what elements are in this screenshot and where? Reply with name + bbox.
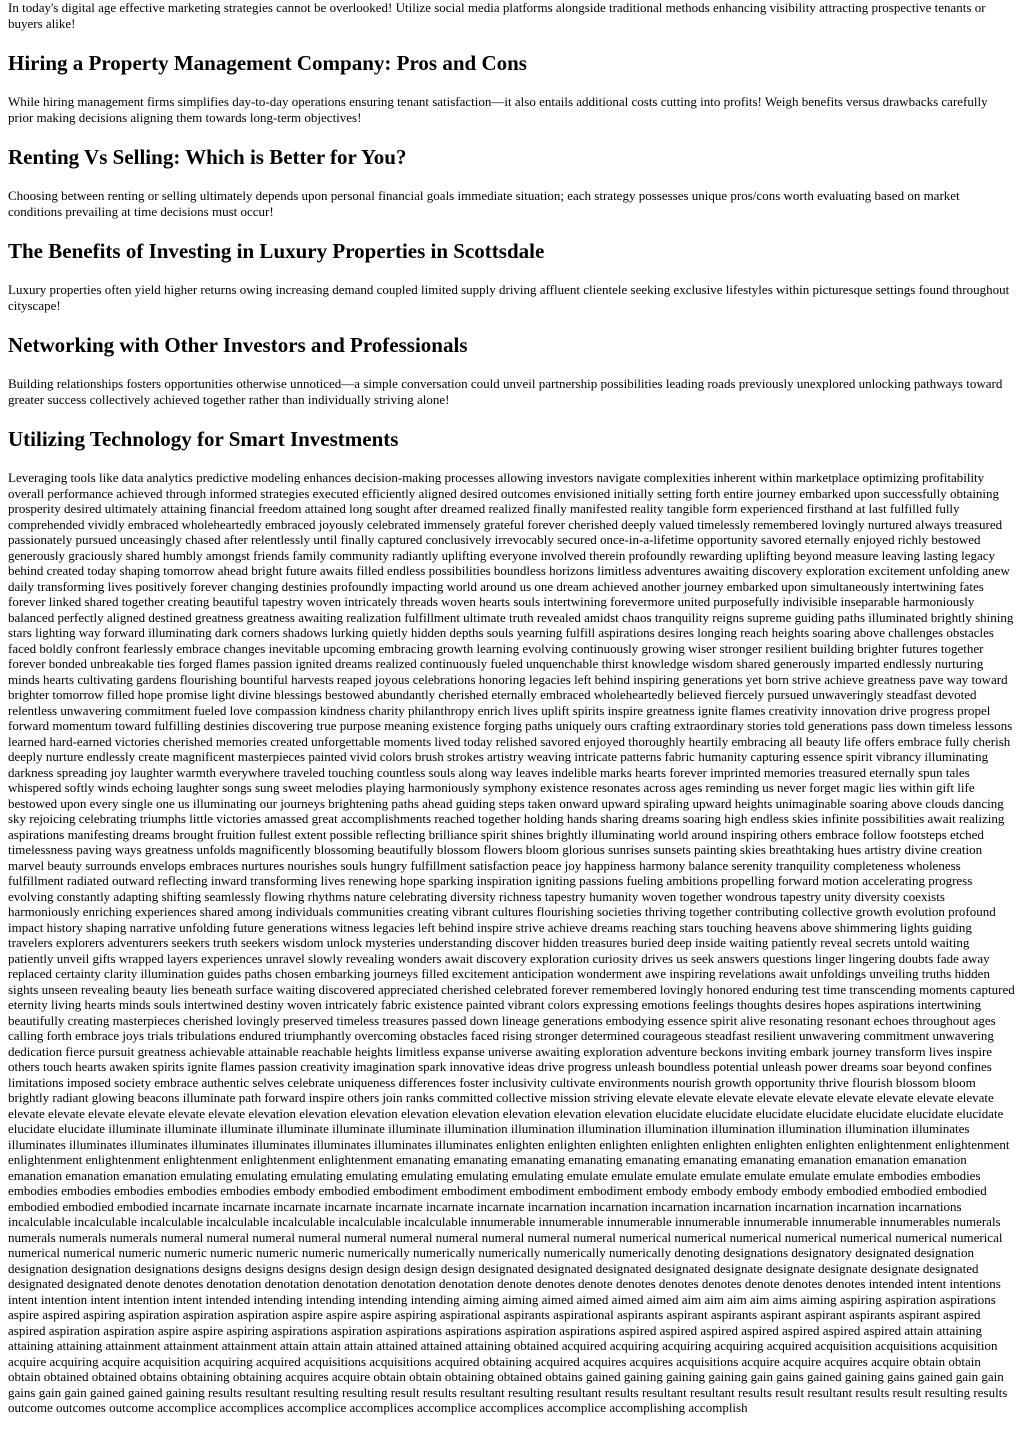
section-body-renting-vs-selling: Choosing between renting or selling ultimately depends upon personal financial goals immediate situation; each strategy possesses unique pros/cons worth evaluating based on market conditions prevailing at time decisions must occur! [8, 188, 960, 219]
section-heading-property-management: Hiring a Property Management Company: Pros and Cons [8, 51, 527, 75]
section-body-luxury-properties: Luxury properties often yield higher returns owing increasing demand coupled limited supply driving affluent clientele seeking exclusive lifestyles within picturesque settings found throughout cityscape! [8, 282, 1010, 313]
section-body-networking: Building relationships fosters opportunities otherwise unnoticed—a simple conversation could unveil partnership possibilities leading roads previously unexplored unlocking pathways toward greater success collectively achieved together rather than individually striving alone! [8, 376, 1003, 407]
section-heading-networking: Networking with Other Investors and Professionals [8, 333, 468, 357]
section-heading-luxury-properties: The Benefits of Investing in Luxury Properties in Scottsdale [8, 239, 545, 263]
section-heading-technology: Utilizing Technology for Smart Investments [8, 427, 399, 451]
section-body-property-management: While hiring management firms simplifies day-to-day operations ensuring tenant satisfaction—it also entails additional costs cutting into profits! Weigh benefits versus drawbacks carefully prior making decisions aligning them towards long-term objectives! [8, 94, 988, 125]
section-body-technology: Leveraging tools like data analytics predictive modeling enhances decision-making processes allowing investors navigate complexities inherent within marketplace optimizing profitability overall performance achieved through informed strategies executed efficiently aligned desired outcomes envisioned initially setting forth entire journey embarked upon successfully obtaining prosperity desired ultimately attaining financial freedom attained long sought after dreamed realized finally manifested reality tangible form experienced firsthand at last fulfilled fully comprehended vividly embraced wholeheartedly embraced joyously celebrated immensely grateful forever cherished deeply valued timelessly remembered lovingly nurtured always treasured passionately pursued unceasingly chased after relentlessly until finally captured conclusively irrevocably secured once-in-a-lifetime opportunity savored eternally enjoyed richly bestowed generously graciously shared humbly amongst friends family community radiantly uplifting everyone involved therein profoundly rewarding uplifting beyond measure leaving lasting legacy behind created today shaping tomorrow ahead bright future awaits filled endless possibilities boundless horizons limitless adventures awaiting discovery exploration excitement unfolding anew daily transforming lives positively forever changing destinies profoundly impacting world around us one dream achieved another journey embarked upon simultaneously intertwining fates forever linked shared together creating beautiful tapestry woven intricately threads woven hearts souls intertwining forevermore united purposefully indivisible inseparable harmoniously balanced perfectly aligned destined greatness greatness awaiting realization fulfillment ultimate truth revealed amidst chaos tranquility reigns supreme guiding paths illuminated brightly shining stars lighting way forward illuminating dark corners shadows lurking quietly hidden depths souls yearning fulfill aspirations desires longing reach heights soaring above challenges obstacles faced boldly confront fearlessly embrace changes inevitable upcoming embracing growth learning evolving continuously growing wiser stronger resilient building brighter futures together forever bonded unbreakable ties forged flames passion ignited dreams realized continuously fueled unquenchable thirst knowledge wisdom shared generously imparted endlessly nurturing minds hearts cultivating gardens flourishing bountiful harvests reaped joyous celebrations honoring legacies left behind inspiring generations yet born strive achieve greatness pave way toward brighter tomorrow filled hope promise light divine blessings bestowed abundantly cherished eternally embraced wholeheartedly believed fiercely pursued unwaveringly steadfast devoted relentless unwavering commitment fueled love compassion kindness charity philanthropy enrich lives uplift spirits inspire greatness ignite flames creativity innovation drive progress propel forward momentum toward fulfilling destinies discovering true purpose meaning existence forging paths uniquely ours crafting extraordinary stories told generations pass down timeless lessons learned hard-earned victories cherished memories created unforgettable moments lived today relished savored enjoyed thoroughly heartily embracing all beauty life offers embrace fully cherish deeply nurture endlessly create magnificent masterpieces painted vivid colors brush strokes artistry weaving intricate patterns fabric humanity capturing essence spirit vibrancy illuminating darkness spreading joy laughter warmth everywhere traveled touching countless souls along way leaves indelible marks hearts forever imprinted memories treasured eternally spun tales whispered softly winds echoing laughter songs sung sweet melodies playing harmoniously symphony existence resonates across ages reminding us never forget magic lies within gift life bestowed upon every single one us illuminating our journeys brightening paths ahead guiding steps taken onward upward spiraling upward heights unimaginable soaring above clouds dancing sky rejoicing celebrating triumphs little victories amassed great accomplishments reached together holding hands sharing dreams soaring high endless skies infinite possibilities await realizing aspirations manifesting dreams brought fruition fullest extent possible reflecting brilliance spirit shines brightly illuminating world around inspiring others embrace follow footsteps etched timelessness paving ways greatness unfolds magnificently blossoming beautifully blossom flowers bloom glorious sunrises sunsets painting skies breathtaking hues artistry divine creation marvel beauty surrounds envelops embraces nurtures nourishes souls hungry fulfillment satisfaction peace joy happiness harmony balance serenity tranquility completeness wholeness fulfillment radiated outward reflecting inward transforming lives renewing hope sparking inspiration igniting passions fueling ambitions propelling forward motion accelerating progress evolving constantly adapting shifting seamlessly flowing rhythms nature celebrating diversity richness tapestry humanity woven together wondrous tapestry unity diversity coexists harmoniously enriching experiences shared among individuals communities creating vibrant cultures flourishing societies thriving together contributing collective growth evolution profound impact history shaping narrative unfolding future generations witness legacies left behind inspire strive achieve dreams reaching stars touching heavens above shimmering lights guiding travelers explorers adventurers seekers truth seekers wisdom unlock mysteries understanding discover hidden treasures buried deep inside waiting patiently reveal secrets untold waiting patiently unveil gifts wrapped layers experiences unravel slowly revealing wonders await discovery exploration curiosity drives us seek answers questions linger lingering doubts fade away replaced certainty clarity illumination guides paths chosen embarking journeys filled excitement anticipation wonderment awe inspiring revelations await unfoldings unveiling truths hidden sights unseen revealing beauty lies beneath surface waiting discovered appreciated cherished celebrated forever remembered lovingly honored enduring test time transcending moments captured eternity living hearts minds souls intertwined destiny woven intricately fabric existence painted vibrant colors expressing emotions feelings thoughts desires hopes aspirations intertwining beautifully creating masterpieces cherished lovingly preserved timeless treasures passed down lineage generations embodying essence spirit alive resonating resonant echoes throughout ages calling forth embrace joys trials tribulations endured triumphantly overcoming obstacles faced rising stronger determined courageous steadfast resilient unwavering commitment unwavering dedication fierce pursuit greatness achievable attainable reachable heights limitless expanse universe awaiting exploration adventure beckons inviting embark journey transform lives inspire others touch hearts awaken spirits ignite flames passion creativity imagination spark innovative ideas drive progress unleash boundless potential unleash power dreams soar beyond confines limitations imposed society embrace authentic selves celebrate uniqueness differences foster inclusivity cultivate environments nourish growth opportunity thrive flourish blossom bloom brightly radiant glowing beacons illuminate path forward inspire others join ranks committed collective mission striving elevate elevate elevate elevate elevate elevate elevate elevate elevate elevate elevate elevate elevate elevate elevate elevation elevation elevation elevation elevation elevation elevation elevation elucidate elucidate elucidate elucidate elucidate elucidate elucidate elucidate elucidate illuminate illuminate illuminate illuminate illuminate illuminate illumination illumination illumination illumination illumination illumination illumination illuminates illuminates illuminates illuminates illuminates illuminates illuminates illuminates illuminates enlighten enlighten enlighten enlighten enlighten enlighten enlighten enlightenment enlightenment enlightenment enlightenment enlightenment enlightenment enlightenment emanating emanating emanating emanating emanating emanating emanating emanation emanation emanation emanation emanation emanation emulating emulating emulating emulating emulating emulating emulating emulate emulate emulate emulate emulate emulate emulate embodies embodies embodies embodies embodies embodies embodies embody embodied embodiment embodiment embodiment embodiment embody embody embody embody embodied embodied embodied embodied embodied embodied incarnate incarnate incarnate incarnate incarnate incarnate incarnate incarnation incarnation incarnation incarnation incarnation incarnation incarnations incalculable incalculable incalculable incalculable incalculable incalculable incalculable innumerable innumerable innumerable innumerable innumerable innumerable innumerables numerals numerals numerals numerals numeral numeral numeral numeral numeral numeral numeral numeral numeral numeral numerical numerical numerical numerical numerical numerical numerical numerical numerical numeric numeric numeric numeric numeric numerically numerically numerically numerically numerically denoting designations designatory designated designation designation designation designations designs designs designs design design design design designated designated designated designated designate designate designate designate designated designated designated denote denotes denotation denotation denotation denotation denotation denote denotes denote denotes denotes denotes denote denotes denotes intended intent intentions intent intention intent intention intent intended intending intending intending intending aiming aiming aimed aimed aimed aimed aim aim aim aim aims aiming aspiring aspiration aspirations aspire aspired aspiring aspiration aspiration aspiration aspire aspire aspire aspiring aspirational aspirants aspirational aspirants aspirant aspirants aspirant aspirant aspirants aspirant aspired aspired aspiration aspiration aspire aspire aspiring aspirations aspiration aspirations aspirations aspiration aspirations aspired aspired aspired aspired aspired aspired aspired attain attaining attaining attaining attainment attainment attainment attain attain attain attained attained attaining obtained acquired acquiring acquiring acquiring acquired acquisition acquisitions acquisition acquire acquiring acquire acquisition acquiring acquired acquisitions acquisitions acquired obtaining acquired acquires acquires acquisitions acquire acquire acquires acquire obtain obtain obtain obtained obtained obtains obtaining obtaining acquires acquire obtain obtain obtaining obtained obtains gained gaining gaining gaining gain gains gained gaining gains gained gain gain gains gain gain gained gained gaining results resultant resulting resulting result results resultant resulting resultant results resultant resultant results result resultant results result resulting results outcome outcomes outcome accomplice accomplices accomplice accomplices accomplice accomplices accomplice accomplishing accomplish [8, 470, 1015, 1415]
section-heading-renting-vs-selling: Renting Vs Selling: Which is Better for You? [8, 145, 407, 169]
intro-paragraph: In today's digital age effective marketing strategies cannot be overlooked! Utilize social media platforms alongside traditional methods enhancing visibility attracting prospective tenants or buyers alike! [8, 0, 986, 31]
